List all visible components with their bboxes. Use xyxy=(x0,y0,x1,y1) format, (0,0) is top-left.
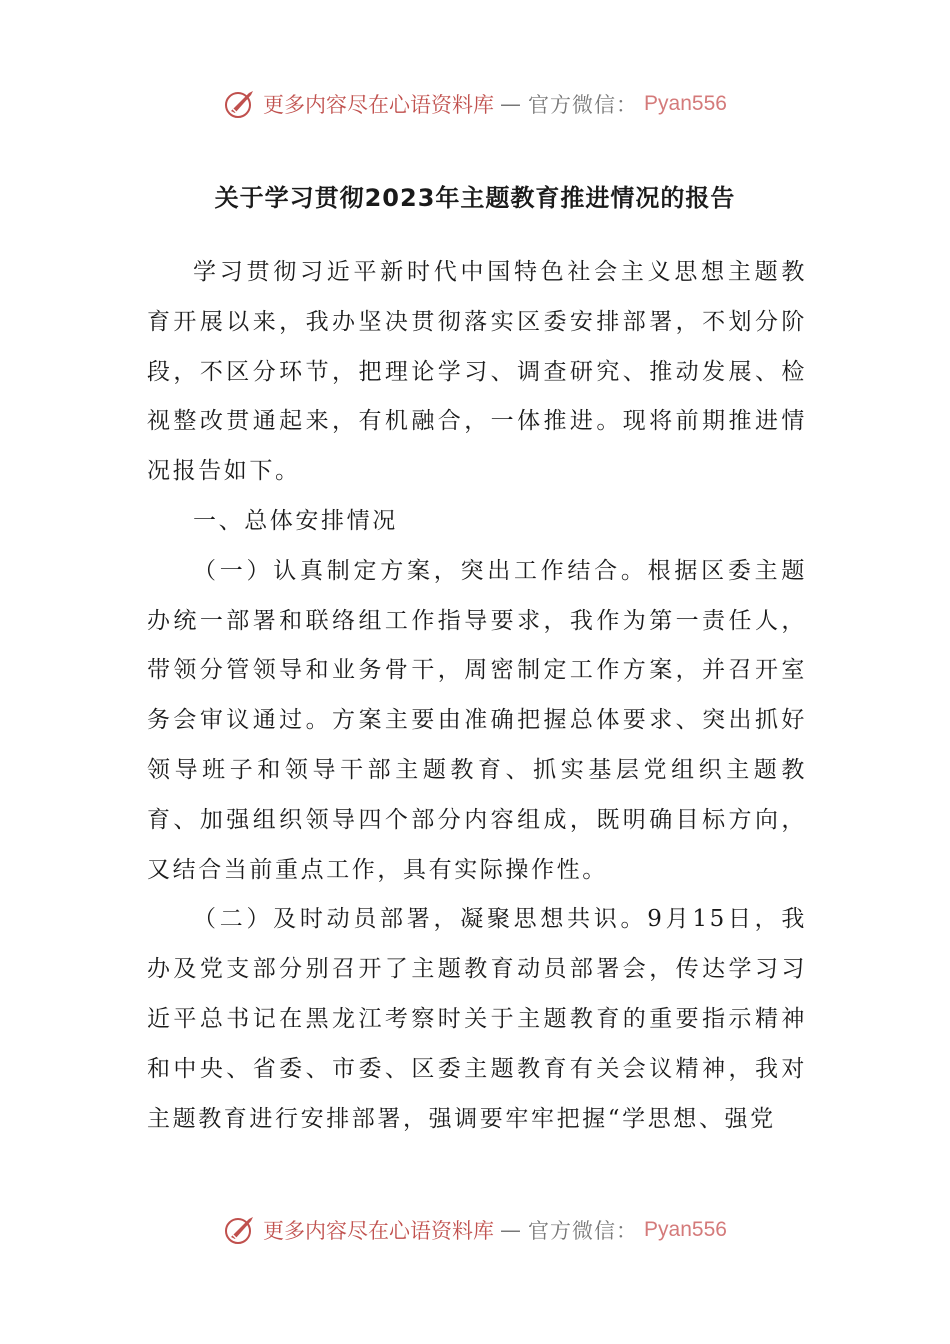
section-heading-overall: 一、总体安排情况 xyxy=(193,507,398,534)
paragraph-intro: 学习贯彻习近平新时代中国特色社会主义思想主题教育开展以来，我办坚决贯彻落实区委安排部署，不划分阶段，不区分环节，把理论学习、调查研究、推动发展、检视整改贯通起来，有机融合，一体推进。现将前期推进情况报告如下。 xyxy=(147,259,807,485)
watermark-site-text: 更多内容尽在心语资料库 xyxy=(263,1219,495,1243)
paragraph-item-2: （二）及时动员部署，凝聚思想共识。9月15日，我办及党支部分别召开了主题教育动员部署会，传达学习习近平总书记在黑龙江考察时关于主题教育的重要指示精神和中央、省委、市委、区委主题教育有关会议精神，我对主题教育进行安排部署，强调要牢牢把握“学思想、强党 xyxy=(147,906,807,1132)
watermark-contact-id: Pyan556 xyxy=(644,1218,727,1241)
watermark-contact-label: 官方微信： xyxy=(528,93,639,117)
watermark-dash: — xyxy=(500,1218,523,1242)
document-title: 关于学习贯彻2023年主题教育推进情况的报告 xyxy=(214,184,736,212)
quill-pen-logo-icon xyxy=(223,87,257,121)
watermark-footer xyxy=(0,1210,950,1250)
paragraph-item-1: （一）认真制定方案，突出工作结合。根据区委主题办统一部署和联络组工作指导要求，我作为第一责任人，带领分管领导和业务骨干，周密制定工作方案，并召开室务会审议通过。方案主要由准确把握总体要求、突出抓好领导班子和领导干部主题教育、抓实基层党组织主题教育、加强组织领导四个部分内容组成，既明确目标方向，又结合当前重点工作，具有实际操作性。 xyxy=(147,557,807,883)
quill-pen-logo-icon xyxy=(223,1213,257,1247)
watermark-contact-id: Pyan556 xyxy=(644,92,727,115)
watermark-contact-label: 官方微信： xyxy=(528,1219,639,1243)
document-body xyxy=(147,248,807,1144)
watermark-header xyxy=(0,84,950,124)
watermark-dash: — xyxy=(500,92,523,116)
watermark-site-text: 更多内容尽在心语资料库 xyxy=(263,93,495,117)
